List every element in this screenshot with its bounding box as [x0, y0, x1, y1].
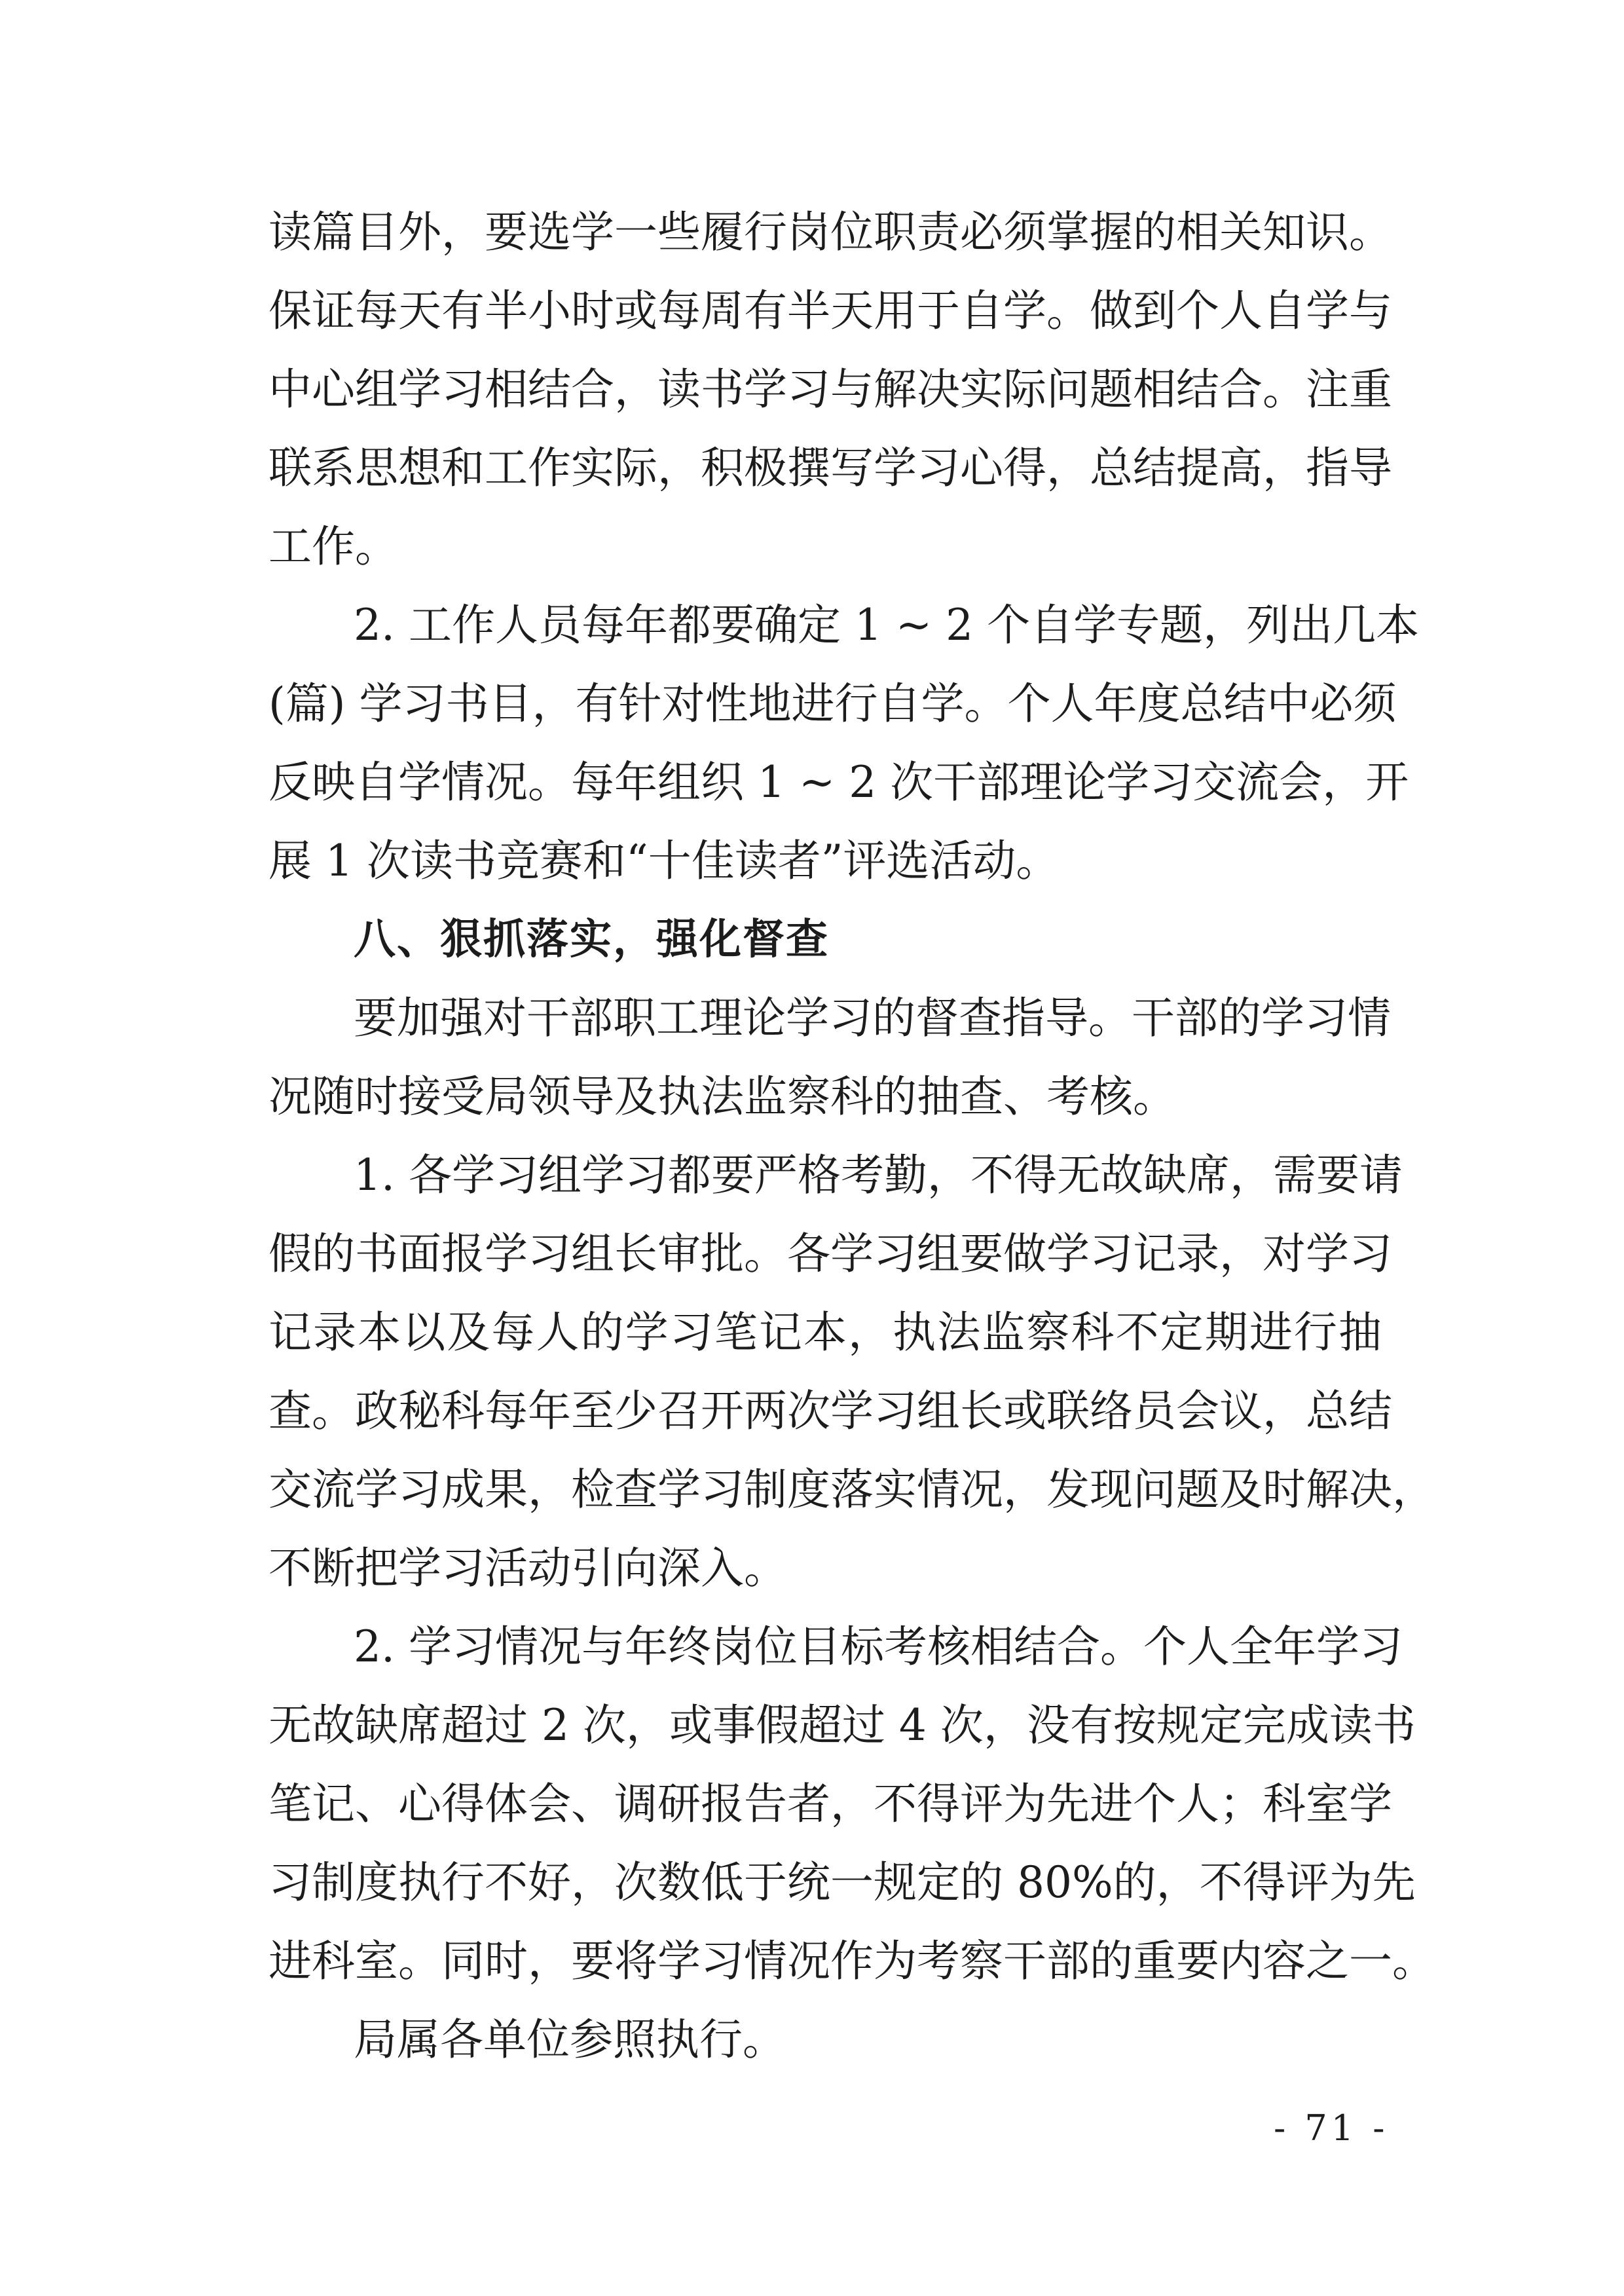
text-line: 联系思想和工作实际，积极撰写学习心得，总结提高，指导 — [268, 443, 1392, 493]
text-line: 况随时接受局领导及执法监察科的抽查、考核。 — [268, 1071, 1176, 1122]
text-line: 假的书面报学习组长审批。各学习组要做学习记录，对学习 — [268, 1229, 1392, 1279]
text-line: 交流学习成果，检查学习制度落实情况，发现问题及时解决， — [268, 1464, 1435, 1515]
text-line: 进科室。同时，要将学习情况作为考察干部的重要内容之一。 — [268, 1936, 1435, 1986]
text-line: 记录本以及每人的学习笔记本，执法监察科不定期进行抽 — [268, 1307, 1382, 1358]
text-line: 中心组学习相结合，读书学习与解决实际问题相结合。注重 — [268, 364, 1392, 415]
text-line: 局属各单位参照执行。 — [354, 2014, 786, 2065]
section-heading: 八、狠抓落实，强化督查 — [354, 916, 829, 964]
text-line: 要加强对干部职工理论学习的督查指导。干部的学习情 — [354, 993, 1391, 1043]
text-line: 读篇目外，要选学一些履行岗位职责必须掌握的相关知识。 — [268, 207, 1392, 257]
text-line: (篇) 学习书目，有针对性地进行自学。个人年度总结中必须 — [268, 678, 1397, 729]
text-line: 无故缺席超过 2 次，或事假超过 4 次，没有按规定完成读书 — [268, 1700, 1416, 1750]
text-line: 2. 学习情况与年终岗位目标考核相结合。个人全年学习 — [354, 1621, 1403, 1672]
text-line: 不断把学习活动引向深入。 — [268, 1543, 787, 1593]
text-line: 展 1 次读书竞赛和“十佳读者”评选活动。 — [268, 836, 1060, 886]
text-line: 习制度执行不好，次数低于统一规定的 80%的，不得评为先 — [268, 1857, 1416, 1908]
text-line: 笔记、心得体会、调研报告者，不得评为先进个人；科室学 — [268, 1779, 1392, 1829]
text-line: 保证每天有半小时或每周有半天用于自学。做到个人自学与 — [268, 286, 1392, 336]
text-line: 1. 各学习组学习都要严格考勤，不得无故缺席，需要请 — [354, 1150, 1403, 1200]
text-line: 查。政秘科每年至少召开两次学习组长或联络员会议，总结 — [268, 1386, 1392, 1436]
page-number: - 71 - — [1274, 2107, 1389, 2149]
text-line: 工作。 — [268, 521, 398, 572]
text-line: 反映自学情况。每年组织 1 ~ 2 次干部理论学习交流会，开 — [268, 757, 1409, 807]
text-line: 2. 工作人员每年都要确定 1 ~ 2 个自学专题，列出几本 — [354, 600, 1420, 650]
